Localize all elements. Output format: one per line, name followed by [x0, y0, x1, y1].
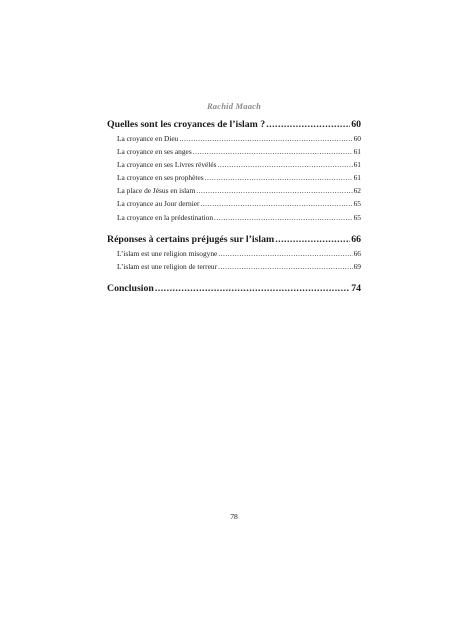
dot-leader — [196, 184, 352, 197]
dot-leader — [205, 171, 353, 184]
toc-entry-minor[interactable] — [107, 158, 361, 171]
dot-leader — [218, 260, 353, 273]
toc-entry-page: 61 — [353, 160, 361, 170]
dot-leader — [214, 211, 353, 224]
toc-entry-title: Réponses à certains préjugés sur l’islam — [107, 233, 275, 245]
dot-leader — [193, 145, 353, 158]
toc-entry-minor[interactable] — [107, 171, 361, 184]
toc-entry-minor[interactable] — [107, 260, 361, 273]
toc-entry-minor[interactable] — [107, 247, 361, 260]
toc-entry-page: 61 — [353, 173, 361, 183]
toc-entry-title: Quelles sont les croyances de l’islam ? — [107, 119, 266, 130]
toc-entry-major[interactable] — [107, 233, 361, 247]
toc-section — [107, 282, 361, 296]
dot-leader — [155, 282, 350, 296]
table-of-contents — [107, 118, 361, 305]
toc-entry-title: La croyance au Jour dernier — [117, 199, 200, 209]
toc-entry-minor[interactable] — [107, 184, 361, 197]
toc-entry-minor[interactable] — [107, 211, 361, 224]
dot-leader — [179, 132, 352, 145]
toc-entry-page: 69 — [353, 261, 361, 271]
toc-entry-page: 62 — [353, 186, 361, 196]
toc-section — [107, 233, 361, 273]
dot-leader — [275, 233, 350, 247]
toc-entry-page: 60 — [353, 134, 361, 143]
toc-entry-title: La croyance en ses anges — [117, 147, 192, 157]
toc-entry-page: 74 — [351, 282, 361, 294]
running-header-author: Rachid Maach — [206, 101, 262, 111]
dot-leader — [218, 247, 352, 260]
toc-entry-minor[interactable] — [107, 197, 361, 210]
toc-entry-major[interactable] — [107, 118, 361, 132]
page-number: 78 — [230, 512, 238, 521]
toc-entry-title: La croyance en la prédestination — [117, 212, 214, 222]
toc-entry-title: La croyance en ses prophètes — [117, 173, 204, 183]
toc-entry-title: Conclusion — [107, 282, 154, 294]
toc-entry-title: La croyance en Dieu — [117, 134, 179, 143]
toc-entry-major[interactable] — [107, 282, 361, 296]
dot-leader — [266, 118, 350, 132]
toc-section — [107, 118, 361, 224]
toc-entry-page: 66 — [353, 248, 361, 258]
toc-entry-page: 66 — [351, 233, 361, 245]
dot-leader — [200, 197, 352, 210]
toc-entry-title: La place de Jésus en islam — [117, 186, 196, 196]
toc-entry-title: L’islam est une religion de terreur — [117, 261, 218, 271]
toc-entry-page: 61 — [353, 147, 361, 157]
toc-entry-page: 60 — [351, 119, 361, 130]
toc-entry-minor[interactable] — [107, 145, 361, 158]
toc-entry-page: 65 — [353, 212, 361, 222]
toc-entry-page: 65 — [353, 199, 361, 209]
toc-entry-minor[interactable] — [107, 132, 361, 145]
dot-leader — [218, 158, 353, 171]
toc-entry-title: La croyance en ses Livres révélés — [117, 160, 217, 170]
toc-entry-title: L’islam est une religion misogyne — [117, 248, 218, 258]
